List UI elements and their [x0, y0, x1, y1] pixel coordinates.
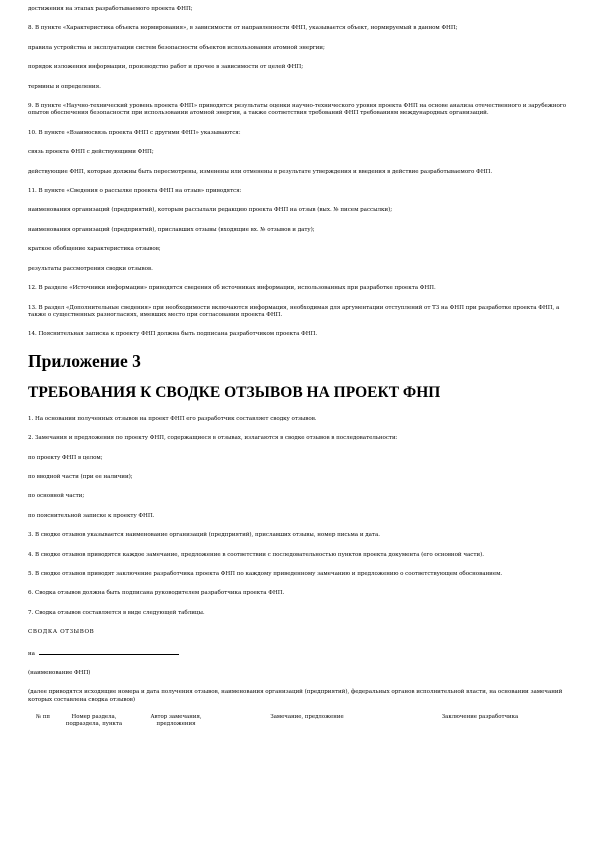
paragraph: результаты рассмотрения сводки отзывов.: [28, 265, 153, 272]
form-title: СВОДКА ОТЗЫВОВ: [28, 629, 95, 636]
form-name-line: [28, 649, 568, 658]
paragraph: по вводной части (при ее наличии);: [28, 473, 133, 480]
paragraph: наименования организаций (предприятий), которым рассылали редакцию проекта ФНП на отзыв (вых. № писем рассылки);: [28, 207, 393, 214]
paragraph: термины и определения.: [28, 83, 101, 90]
paragraph: 4. В сводке отзывов приводятся каждое замечание, предложение в соответствии с последовательностью пунктов проекта документа (его основной части).: [28, 551, 484, 558]
appendix-heading: ТРЕБОВАНИЯ К СВОДКЕ ОТЗЫВОВ НА ПРОЕКТ ФНП: [28, 383, 441, 401]
paragraph: краткое обобщение характеристика отзывов;: [28, 246, 161, 253]
paragraph: действующие ФНП, которые должны быть пересмотрены, изменены или отменены в результате утверждения и введения в действие разработываемого ФНП.: [28, 168, 493, 175]
paragraph: наименования организаций (предприятий), приславших отзывы (входящие вх. № отзывов и дату);: [28, 226, 315, 233]
paragraph: 5. В сводке отзывов приводят заключение разработчика проекта ФНП по каждому приведенному замечанию и предложению о соответствующем обоснованием.: [28, 570, 503, 577]
paragraph: связь проекта ФНП с действующими ФНП;: [28, 149, 154, 156]
col-author-header: Автор замечания, предложения: [150, 714, 202, 728]
paragraph: по основной части;: [28, 493, 85, 500]
paragraph: 8. В пункте «Характеристика объекта нормирования», в зависимости от направленности ФНП, указывается объект, нормируемый в данном ФНП;: [28, 25, 458, 32]
paragraph: по пояснительной записке к проекту ФНП.: [28, 512, 155, 519]
paragraph: 14. Пояснительная записка к проекту ФНП должна быть подписана разработчиком проекта ФНП.: [28, 331, 318, 338]
form-name-caption: (наименование ФНП): [28, 670, 91, 676]
paragraph: правила устройства и эксплуатации систем безопасности объектов использования атомной энергии;: [28, 44, 325, 51]
paragraph: 11. В пункте «Сведения о рассылке проекта ФНП на отзыв» приводятся:: [28, 188, 242, 195]
form-on-label: на: [28, 650, 35, 657]
paragraph: 7. Сводка отзывов составляется в виде следующей таблицы.: [28, 609, 205, 616]
col-remark-header: Замечание, предложение: [270, 714, 344, 721]
paragraph: 6. Сводка отзывов должна быть подписана руководителем разработчика проекта ФНП.: [28, 590, 285, 597]
appendix-title: Приложение 3: [28, 350, 141, 371]
table-header-row: [28, 714, 568, 728]
paragraph: 13. В раздел «Дополнительные сведения» при необходимости включаются информация, необходимая для аргументации отступлений от ТЗ на ФНП при разработке проекта ФНП, а также о существенных разногласиях, имевших место при согласовании проекта ФНП.: [28, 304, 560, 318]
col-number-header: № пп: [35, 714, 50, 721]
name-blank-line: [39, 649, 179, 655]
form-note: (далее приводятся исходящие номера и дата получения отзывов, наименования организаций (предприятий), федеральных органов исполнительной власти, на основании замечаний которых составлена сводка отзывов): [28, 689, 563, 703]
paragraph: 2. Замечания и предложения по проекту ФНП, содержащиеся в отзывах, излагаются в сводке отзывов в последовательности:: [28, 435, 398, 442]
paragraph: достижения на этапах разработываемого проекта ФНП;: [28, 6, 193, 12]
section1: [28, 6, 568, 339]
paragraph: по проекту ФНП в целом;: [28, 454, 103, 461]
paragraph: 12. В разделе «Источники информации» приводятся сведения об источниках информации, использованных при разработке проекта ФНП.: [28, 285, 436, 292]
document-page: [28, 6, 568, 728]
paragraph: 10. В пункте «Взаимосвязь проекта ФНП с другими ФНП» указываются:: [28, 129, 241, 136]
col-conclusion-header: Заключение разработчика: [441, 714, 519, 721]
section2: [28, 416, 568, 617]
col-section-header: Номер раздела, подраздела, пункта: [65, 714, 123, 728]
paragraph: порядок изложения информации, производство работ и прочее в зависимости от целей ФНП;: [28, 64, 304, 71]
paragraph: 1. На основании полученных отзывов на проект ФНП его разработчик составляет сводку отзывов.: [28, 415, 317, 422]
paragraph: 3. В сводке отзывов указывается наименование организаций (предприятий), приславших отзывы, номер письма и дата.: [28, 532, 380, 539]
reviews-table: [28, 714, 568, 728]
paragraph: 9. В пункте «Научно-технический уровень проекта ФНП» приводятся результаты оценки научно-технического уровня проекта ФНП на основе анализа отечественного и зарубежного опытов обеспечения безопасности при использовании атомной энергии, а также соответствия требований ФНП требованиям международных организаций.: [28, 103, 567, 117]
